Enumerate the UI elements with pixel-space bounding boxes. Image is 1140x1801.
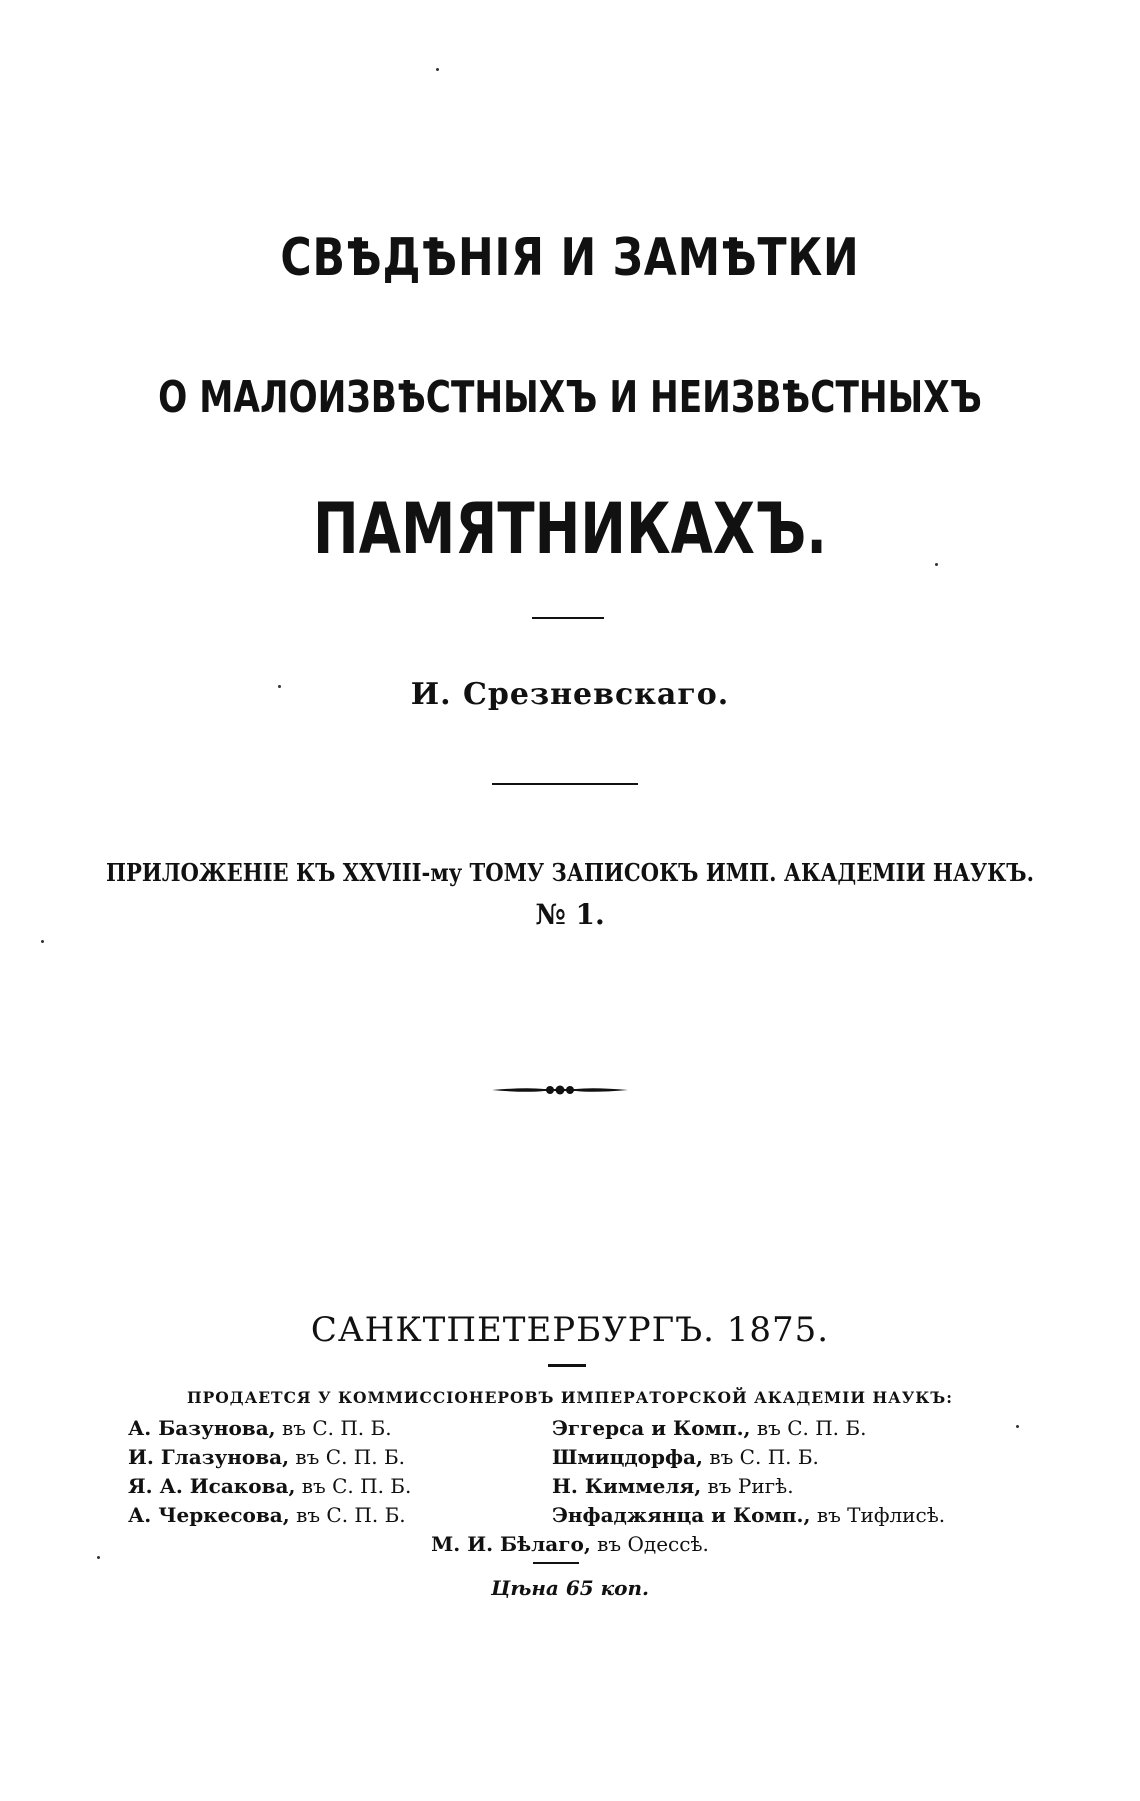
seller-entry: А. Черкесова, въ С. П. Б. bbox=[128, 1503, 406, 1527]
title-line-2: О МАЛОИЗВѢСТНЫХЪ И НЕИЗВѢСТНЫХЪ bbox=[158, 372, 982, 423]
imprint-city-year: САНКТПЕТЕРБУРГЪ. 1875. bbox=[310, 1310, 830, 1350]
divider-dash bbox=[533, 1562, 579, 1564]
seller-entry: И. Глазунова, въ С. П. Б. bbox=[128, 1445, 405, 1469]
seller-entry-center: М. И. Бѣлаго, въ Одессѣ. bbox=[431, 1532, 709, 1556]
divider-rule bbox=[532, 617, 604, 619]
price: Цѣна 65 коп. bbox=[491, 1576, 649, 1600]
print-speck bbox=[436, 68, 439, 71]
ornament-divider-icon bbox=[492, 1082, 628, 1098]
print-speck bbox=[97, 1556, 100, 1559]
seller-entry: Энфаджянца и Комп., въ Тифлисѣ. bbox=[552, 1503, 946, 1527]
print-speck bbox=[278, 685, 281, 688]
print-speck bbox=[935, 563, 938, 566]
divider-rule bbox=[492, 783, 638, 785]
seller-entry: Н. Киммеля, въ Ригѣ. bbox=[552, 1474, 794, 1498]
seller-entry: Шмицдорфа, въ С. П. Б. bbox=[552, 1445, 819, 1469]
divider-dash bbox=[548, 1364, 586, 1367]
print-speck bbox=[41, 940, 44, 943]
issue-number: № 1. bbox=[535, 898, 605, 931]
title-line-1: СВѢДѢНІЯ И ЗАМѢТКИ bbox=[280, 228, 860, 288]
sold-by-line: ПРОДАЕТСЯ У КОММИССІОНЕРОВЪ ИМПЕРАТОРСКОЙ АКАДЕМІИ НАУКЪ: bbox=[187, 1388, 953, 1407]
seller-entry: А. Базунова, въ С. П. Б. bbox=[128, 1416, 392, 1440]
print-speck bbox=[1016, 1425, 1019, 1428]
seller-entry: Я. А. Исакова, въ С. П. Б. bbox=[128, 1474, 412, 1498]
author: И. Срезневскаго. bbox=[410, 677, 730, 712]
seller-entry: Эггерса и Комп., въ С. П. Б. bbox=[552, 1416, 867, 1440]
appendix-line: ПРИЛОЖЕНІЕ КЪ XXVIII-му ТОМУ ЗАПИСОКЪ ИМП. АКАДЕМІИ НАУКЪ. bbox=[106, 858, 1034, 887]
title-line-3: ПАМЯТНИКАХЪ. bbox=[313, 488, 827, 570]
